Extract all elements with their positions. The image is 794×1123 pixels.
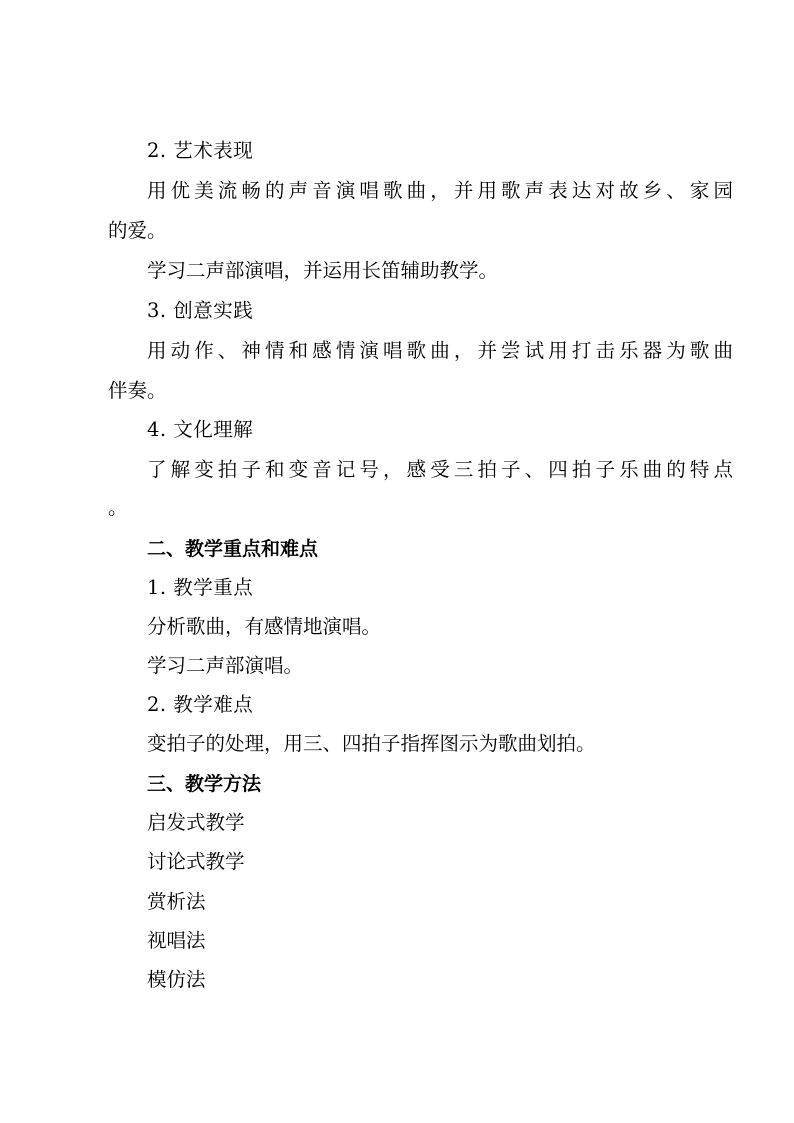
paragraph-culture-line2: 。 [108,496,128,519]
subheading-key-points: 1. 教学重点 [147,576,254,599]
difficult-point-item-1: 变拍子的处理，用三、四拍子指挥图示为歌曲划拍。 [147,732,596,755]
paragraph-creative-line2: 伴奏。 [108,379,167,402]
method-list-item: 启发式教学 [147,811,245,834]
subheading-art-expression: 2. 艺术表现 [147,139,254,162]
paragraph-art-line2: 的爱。 [108,219,167,242]
paragraph-art-second: 学习二声部演唱，并运用长笛辅助教学。 [147,259,499,282]
section-heading-key-difficult: 二、教学重点和难点 [147,538,319,560]
section-heading-teaching-methods: 三、教学方法 [147,773,262,795]
key-point-item-2: 学习二声部演唱。 [147,654,304,677]
method-list-item: 模仿法 [147,968,206,991]
key-point-item-1: 分析歌曲，有感情地演唱。 [147,615,382,638]
method-list-item: 视唱法 [147,929,206,952]
paragraph-creative-line1: 用动作、神情和感情演唱歌曲，并尝试用打击乐器为歌曲 [147,339,733,362]
paragraph-culture-line1: 了解变拍子和变音记号，感受三拍子、四拍子乐曲的特点 [147,458,733,481]
subheading-difficult-points: 2. 教学难点 [147,693,254,716]
paragraph-art-line1: 用优美流畅的声音演唱歌曲，并用歌声表达对故乡、家园 [147,179,733,202]
method-list-item: 赏析法 [147,890,206,913]
subheading-creative-practice: 3. 创意实践 [147,299,254,322]
subheading-cultural-understanding: 4. 文化理解 [147,418,254,441]
method-list-item: 讨论式教学 [147,850,245,873]
